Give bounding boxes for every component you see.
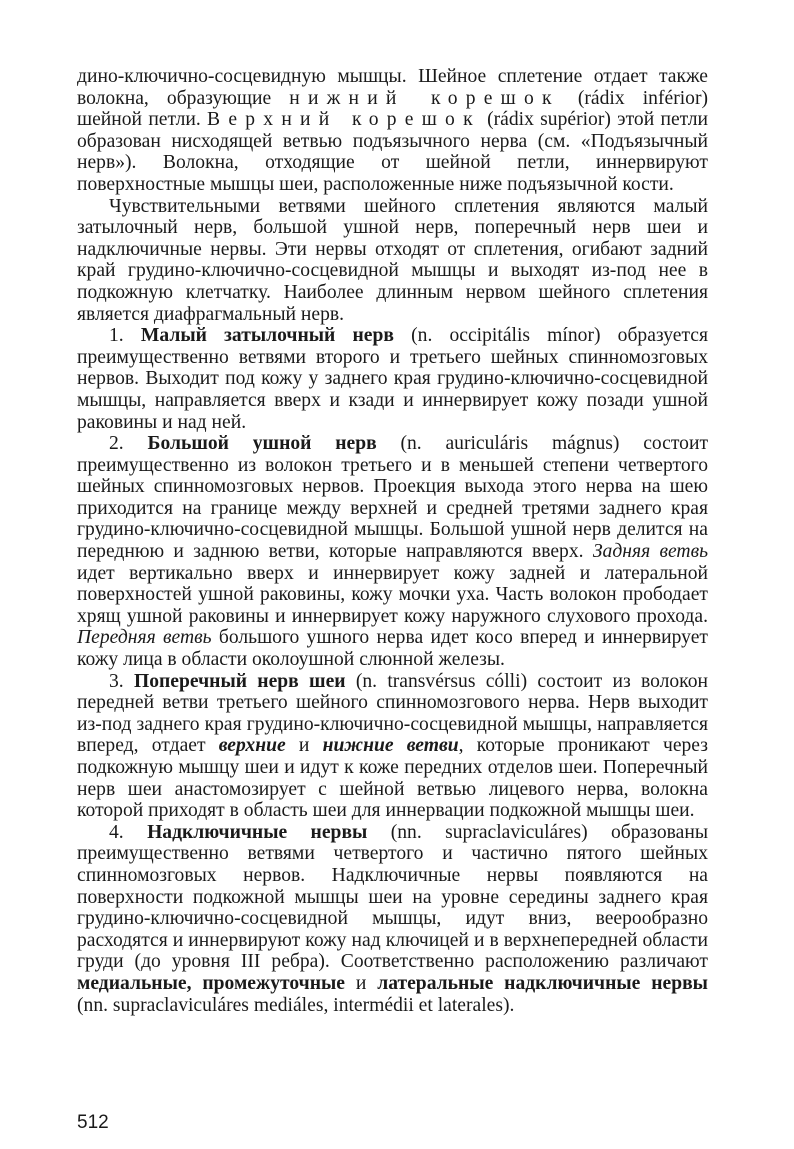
- page-body: [77, 66, 708, 1016]
- spaced-term: нижний корешок: [289, 87, 560, 109]
- text-run: (n. occipitális mínor) образуется преимущественно ветвями второго и третьего шейных спинномозговых нервов. Выходит под кожу у заднего края грудино-ключично-сосцевидной мышцы, направляется вверх и кзади и иннервирует кожу позади ушной раковины и над ней.: [77, 325, 708, 433]
- italic-term: верхние: [218, 735, 286, 757]
- text-run: (rádix supérior) этой петли образован нисходящей ветвью подъязычного нерва (см. «Подъязычный нерв»). Волокна, отходящие от шейной петли, иннервируют поверхностные мышцы шеи, расположенные ниже подъязычной кости.: [77, 109, 708, 195]
- text-run: (nn. supraclaviculáres mediáles, intermédii et laterales).: [77, 994, 515, 1016]
- spaced-term: Верхний корешок: [207, 109, 481, 131]
- text-run: и: [285, 735, 323, 757]
- item-number: 1.: [109, 325, 141, 347]
- paragraph-5: [77, 671, 708, 822]
- text-run: Чувствительными ветвями шейного сплетения являются малый затылочный нерв, большой ушной нерв, поперечный нерв шеи и надключичные нервы. Эти нервы отходят от сплетения, огибают задний край грудино-ключично-сосцевидной мышцы и выходят из-под нее в подкожную клетчатку. Наиболее длинным нервом шейного сплетения является диафрагмальный нерв.: [77, 195, 708, 325]
- paragraph-3: [77, 325, 708, 433]
- italic-term: Передняя ветвь: [77, 627, 212, 649]
- item-number: 3.: [109, 670, 134, 692]
- text-run: и: [345, 972, 378, 994]
- bold-term: Надключичные нервы: [147, 821, 368, 843]
- bold-term: Поперечный нерв шеи: [133, 670, 346, 692]
- bold-term: Большой ушной нерв: [147, 433, 377, 455]
- page-number: 512: [77, 1112, 109, 1133]
- text-run: , которые проникают через подкожную мышцу шеи и идут к коже передних отделов шеи. Поперечный нерв шеи анастомозирует с шейной ветвью лицевого нерва, волокна которой приходят в область шеи для иннервации подкожной мышцы шеи.: [77, 735, 708, 822]
- text-run: (nn. supraclaviculáres) образованы преимущественно ветвями четвертого и частично пятого шейных спинномозговых нервов. Надключичные нервы появляются на поверхности подкожной мышцы шеи на уровне середины заднего края грудино-ключично-сосцевидной мышцы, идут вниз, веерообразно расходятся и иннервируют кожу над ключицей и в верхнепередней области груди (до уровня III ребра). Соответственно расположению различают: [77, 821, 708, 973]
- item-number: 4.: [109, 821, 148, 843]
- text-run: (n. transvérsus cólli) состоит из волокон передней ветви третьего шейного спинномозгового нерва. Нерв выходит из-под заднего края грудино-ключично-сосцевидной мышцы, направляется вперед, отдает: [77, 670, 708, 757]
- item-number: 2.: [109, 433, 148, 455]
- text-run: идет вертикально вверх и иннервирует кожу задней и латеральной поверхностей ушной раковины, кожу мочки уха. Часть волокон прободает хрящ ушной раковины и иннервирует кожу наружного слухового прохода.: [77, 562, 708, 627]
- bold-term: латеральные надключичные нервы: [377, 972, 708, 994]
- text-run: (n. auriculáris mágnus) состоит преимущественно из волокон третьего и в меньшей степени четвертого шейных спинномозговых нервов. Проекция выхода этого нерва на шею приходится на границе между верхней и средней третями заднего края грудино-ключично-сосцевидной мышцы. Большой ушной нерв делится на переднюю и заднюю ветви, которые направляются вверх.: [77, 433, 709, 563]
- paragraph-2: [77, 196, 708, 326]
- bold-term: медиальные, промежуточные: [77, 972, 345, 994]
- text-run: большого ушного нерва идет косо вперед и иннервирует кожу лица в области околоушной слюнной железы.: [77, 627, 708, 671]
- italic-term: нижние ветви: [322, 735, 459, 757]
- text-run: дино-ключично-сосцевидную мышцы. Шейное сплетение отдает также волокна, образующие: [77, 66, 708, 109]
- paragraph-6: [77, 822, 708, 1016]
- paragraph-1: [77, 66, 708, 196]
- italic-term: Задняя ветвь: [592, 541, 708, 563]
- paragraph-4: [77, 433, 708, 671]
- bold-term: Малый затылочный нерв: [140, 325, 394, 347]
- text-run: (rádix inférior) шейной петли.: [77, 87, 709, 131]
